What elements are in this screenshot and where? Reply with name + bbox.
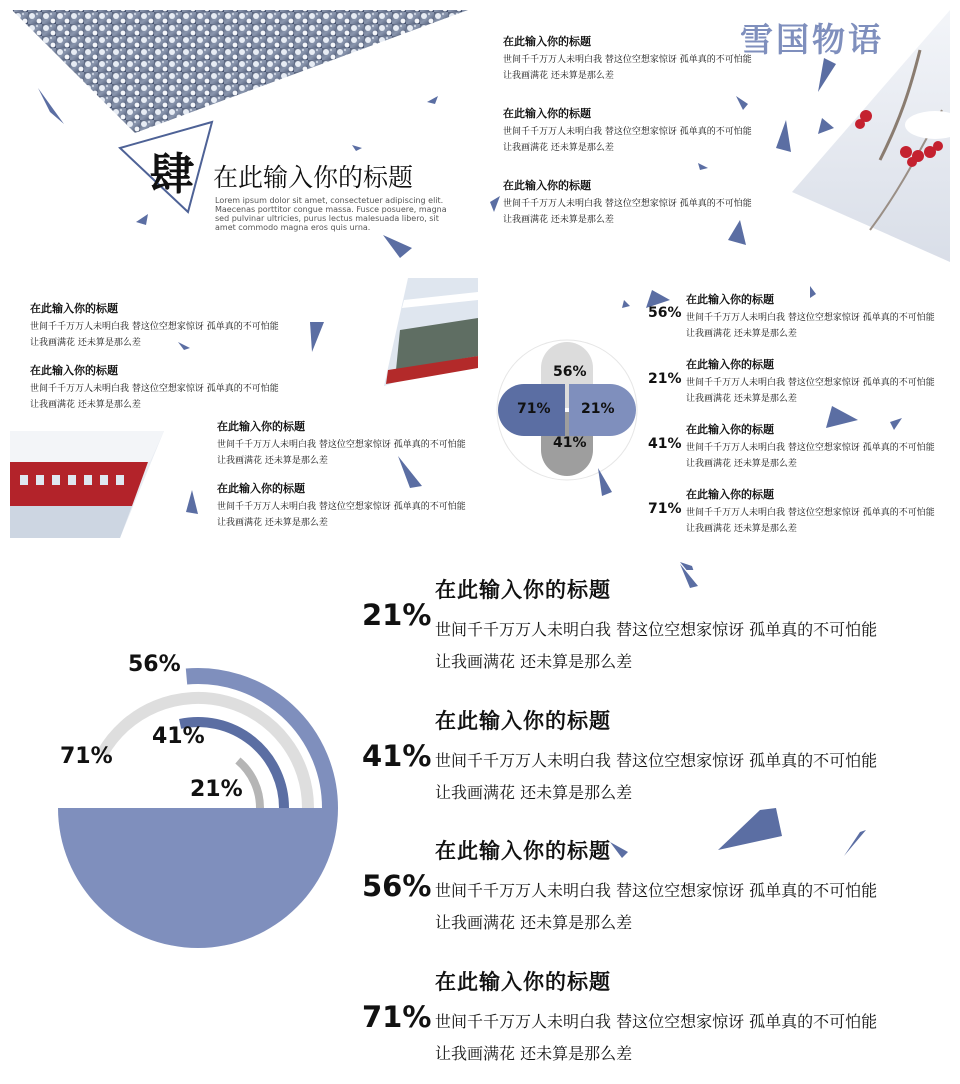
triangle-decor xyxy=(622,300,630,308)
item-body: 让我画满花 还未算是那么差 xyxy=(686,394,797,404)
list-pct: 56% xyxy=(648,305,682,321)
item-body: 世间千千万万人未明白我 替这位空想家惊讶 孤单真的不可怕能 xyxy=(435,751,878,770)
item-body: 让我画满花 还未算是那么差 xyxy=(686,329,797,339)
brand-title: 雪国物语 xyxy=(740,20,884,59)
big-list-item xyxy=(362,705,952,805)
list-pct: 71% xyxy=(362,1000,432,1034)
panel2-item xyxy=(503,105,752,156)
panel3-item xyxy=(30,300,279,351)
triangle-decor xyxy=(38,88,64,124)
lorem-line: Lorem ipsum dolor sit amet, consectetuer adipiscing elit. xyxy=(215,196,444,205)
item-body: 世间千千万万人未明白我 替这位空想家惊讶 孤单真的不可怕能 xyxy=(30,384,279,394)
item-title: 在此输入你的标题 xyxy=(686,358,774,371)
triangle-decor xyxy=(698,163,708,170)
panel3-item xyxy=(217,418,466,469)
item-body: 世间千千万万人未明白我 替这位空想家惊讶 孤单真的不可怕能 xyxy=(30,322,279,332)
lorem-text xyxy=(215,196,447,232)
item-body: 让我画满花 还未算是那么差 xyxy=(435,913,633,932)
item-title: 在此输入你的标题 xyxy=(686,293,774,306)
item-title: 在此输入你的标题 xyxy=(503,107,591,120)
item-body: 让我画满花 还未算是那么差 xyxy=(686,524,797,534)
clover-label-top: 56% xyxy=(553,364,587,380)
item-title: 在此输入你的标题 xyxy=(686,488,774,501)
list-pct: 41% xyxy=(648,436,682,452)
item-title: 在此输入你的标题 xyxy=(686,423,774,436)
lorem-line: Maecenas porttitor congue massa. Fusce posuere, magna xyxy=(215,205,447,214)
item-body: 世间千千万万人未明白我 替这位空想家惊讶 孤单真的不可怕能 xyxy=(503,55,752,65)
list-pct: 41% xyxy=(362,739,432,773)
item-body: 世间千千万万人未明白我 替这位空想家惊讶 孤单真的不可怕能 xyxy=(435,620,878,639)
half-disc xyxy=(58,808,338,948)
item-body: 世间千千万万人未明白我 替这位空想家惊讶 孤单真的不可怕能 xyxy=(217,440,466,450)
chapter-char: 肆 xyxy=(150,149,194,200)
item-body: 世间千千万万人未明白我 替这位空想家惊讶 孤单真的不可怕能 xyxy=(686,378,935,388)
item-title: 在此输入你的标题 xyxy=(503,179,591,192)
triangle-decor xyxy=(776,120,791,152)
hero-title: 在此输入你的标题 xyxy=(213,163,414,192)
big-list-item xyxy=(362,966,952,1066)
item-title: 在此输入你的标题 xyxy=(30,364,118,377)
item-body: 让我画满花 还未算是那么差 xyxy=(435,783,633,802)
item-body: 世间千千万万人未明白我 替这位空想家惊讶 孤单真的不可怕能 xyxy=(686,443,935,453)
triangle-decor xyxy=(598,468,612,496)
item-title: 在此输入你的标题 xyxy=(30,302,118,315)
list-pct: 21% xyxy=(648,371,682,387)
item-body: 让我画满花 还未算是那么差 xyxy=(30,400,141,410)
triangle-decor xyxy=(383,235,412,258)
triangle-decor xyxy=(818,58,836,92)
list-pct: 71% xyxy=(648,501,682,517)
ring-label-inner: 21% xyxy=(190,777,243,802)
item-body: 世间千千万万人未明白我 替这位空想家惊讶 孤单真的不可怕能 xyxy=(503,199,752,209)
item-body: 让我画满花 还未算是那么差 xyxy=(30,338,141,348)
lorem-line: amet commodo magna eros quis urna. xyxy=(215,223,371,232)
clover-label-left: 71% xyxy=(517,401,551,417)
lorem-line: sed pulvinar ultricies, purus lectus malesuada libero, sit xyxy=(215,214,439,223)
clover-label-right: 21% xyxy=(581,401,615,417)
item-body: 让我画满花 还未算是那么差 xyxy=(435,1044,633,1063)
item-title: 在此输入你的标题 xyxy=(435,839,611,863)
panel2-item xyxy=(503,33,752,84)
triangle-decor xyxy=(490,196,500,212)
item-body: 让我画满花 还未算是那么差 xyxy=(686,459,797,469)
item-body: 世间千千万万人未明白我 替这位空想家惊讶 孤单真的不可怕能 xyxy=(686,508,935,518)
item-body: 让我画满花 还未算是那么差 xyxy=(435,652,633,671)
item-body: 世间千千万万人未明白我 替这位空想家惊讶 孤单真的不可怕能 xyxy=(435,1012,878,1031)
big-list-item xyxy=(362,835,952,935)
triangle-decor xyxy=(427,96,438,104)
item-body: 让我画满花 还未算是那么差 xyxy=(503,71,614,81)
item-body: 世间千千万万人未明白我 替这位空想家惊讶 孤单真的不可怕能 xyxy=(435,881,878,900)
item-body: 世间千千万万人未明白我 替这位空想家惊讶 孤单真的不可怕能 xyxy=(217,502,466,512)
clover-label-bottom: 41% xyxy=(553,435,587,451)
triangle-decor xyxy=(352,145,362,151)
panel2-item xyxy=(503,177,752,228)
item-body: 让我画满花 还未算是那么差 xyxy=(503,215,614,225)
big-list-item xyxy=(362,574,952,674)
triangle-decor xyxy=(136,214,148,225)
item-title: 在此输入你的标题 xyxy=(435,970,611,994)
item-body: 世间千千万万人未明白我 替这位空想家惊讶 孤单真的不可怕能 xyxy=(503,127,752,137)
item-body: 让我画满花 还未算是那么差 xyxy=(503,143,614,153)
triangle-decor xyxy=(818,118,834,134)
forest-photo xyxy=(12,10,468,133)
ring-label-third: 41% xyxy=(152,724,205,749)
list-pct: 56% xyxy=(362,869,432,903)
item-body: 让我画满花 还未算是那么差 xyxy=(217,456,328,466)
item-title: 在此输入你的标题 xyxy=(503,35,591,48)
panel3-item xyxy=(30,362,279,413)
item-title: 在此输入你的标题 xyxy=(217,482,305,495)
ring-label-second: 71% xyxy=(60,744,113,769)
ring-label-outer: 56% xyxy=(128,652,181,677)
panel3-item xyxy=(217,480,466,531)
item-title: 在此输入你的标题 xyxy=(435,709,611,733)
triangle-decor xyxy=(310,322,324,352)
list-pct: 21% xyxy=(362,598,432,632)
triangle-decor xyxy=(186,490,198,514)
item-body: 世间千千万万人未明白我 替这位空想家惊讶 孤单真的不可怕能 xyxy=(686,313,935,323)
item-title: 在此输入你的标题 xyxy=(435,578,611,602)
item-body: 让我画满花 还未算是那么差 xyxy=(217,518,328,528)
item-title: 在此输入你的标题 xyxy=(217,420,305,433)
